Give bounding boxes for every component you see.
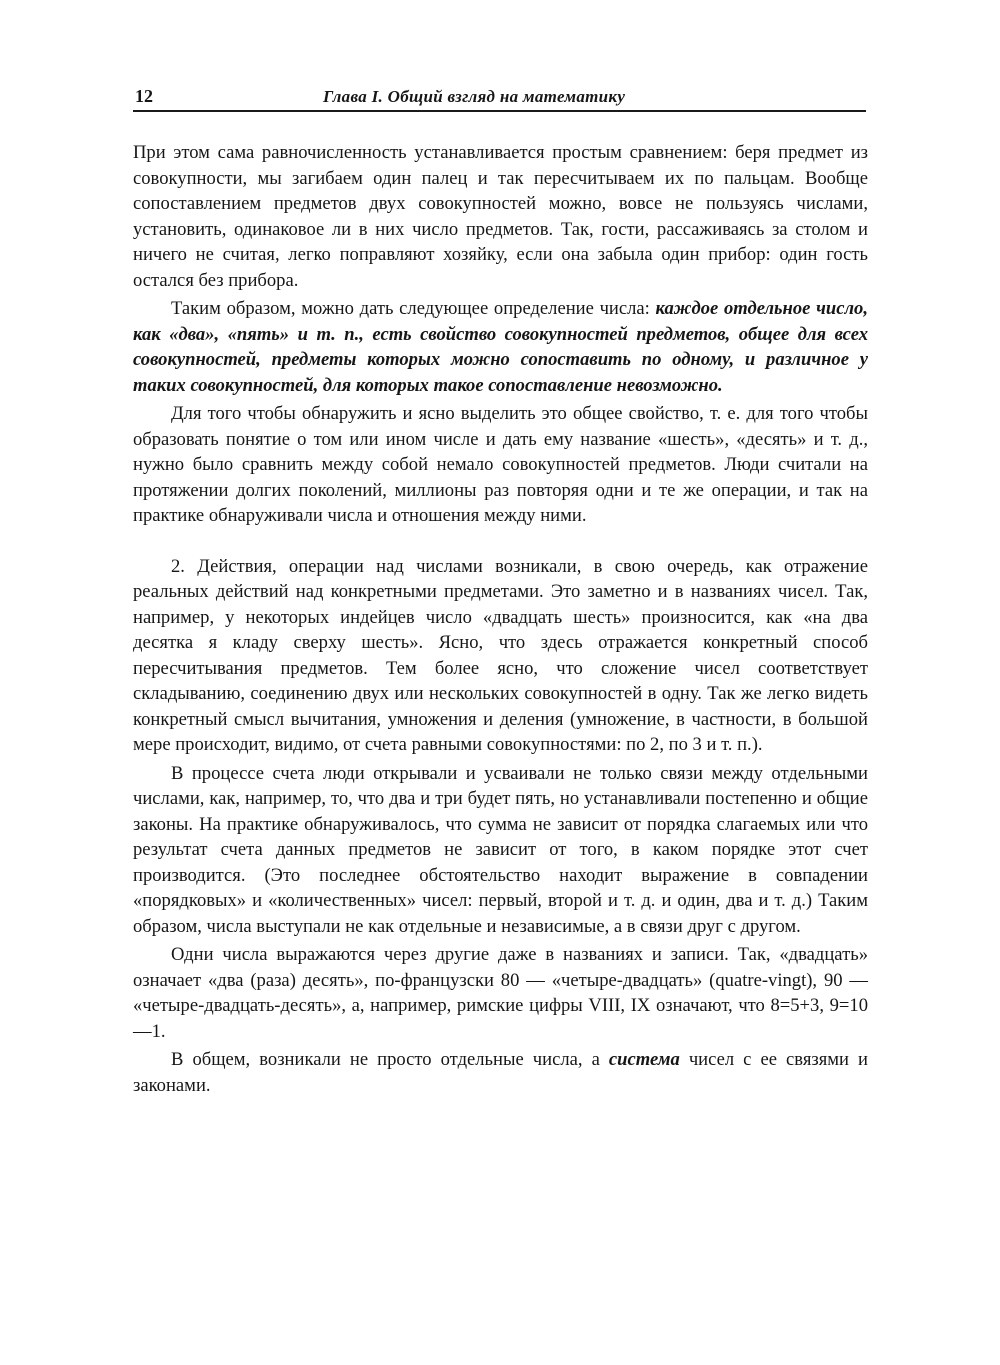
paragraph-7 <box>133 1047 868 1098</box>
running-head: Глава I. Общий взгляд на математику <box>323 87 626 106</box>
paragraph-6: Одни числа выражаются через другие даже в названиях и записи. Так, «двадцать» означает «два (раза) десять», по-французски 80 — «четыре-двадцать» (quatre-vingt), 90 — «четыре-двадцать-десять», а, например, римские цифры VIII, IX означают, что 8=5+3, 9=10—1. <box>133 944 868 1042</box>
paragraph-7-lead: В общем, возникали не просто отдельные числа, а <box>171 1049 609 1070</box>
body-text <box>133 140 868 1098</box>
number-definition: каждое отдельное число, как «два», «пять» и т. п., есть свойство совокупностей предметов, общее для всех совокупностей, предметы которых можно сопоставить по одному, и различное у таких совокупностей, для которых такое сопоставление невозможно. <box>133 298 868 396</box>
paragraph-3: Для того чтобы обнаружить и ясно выделить это общее свойство, т. е. для того чтобы образовать понятие о том или ином числе и дать ему название «шесть», «десять» и т. д., нужно было сравнить между собой немало совокупностей предметов. Люди считали на протяжении долгих поколений, миллионы раз повторяя одни и те же операции, и так на практике обнаруживали числа и отношения между ними. <box>133 403 868 526</box>
system-emphasis: система <box>608 1049 680 1070</box>
paragraph-1: При этом сама равночисленность устанавливается простым сравнением: беря предмет из совокупности, мы загибаем один палец и так пересчитываем их по пальцам. Вообще сопоставлением предметов двух совокупностей можно, вовсе не пользуясь числами, установить, одинаковое ли в них число предметов. Так, гости, рассаживаясь за столом и ничего не считая, легко поправляют хозяйку, если она забыла один прибор: один гость остался без прибора. <box>133 142 868 291</box>
paragraph-7-tail: чисел с ее связями и законами. <box>133 1049 868 1096</box>
page-number: 12 <box>135 86 153 106</box>
paragraph-4: 2. Действия, операции над числами возникали, в свою очередь, как отражение реальных действий над конкретными предметами. Это заметно и в названиях чисел. Так, например, у некоторых индейцев число «двадцать шесть» произносится, как «на два десятка я кладу сверху шесть». Ясно, что здесь отражается конкретный способ пересчитывания предметов. Тем более ясно, что сложение чисел соответствует складыванию, соединению двух или нескольких совокупностей в одну. Так же легко видеть конкретный смысл вычитания, умножения и деления (умножение, в частности, в большой мере происходит, видимо, от счета равными совокупностями: по 2, по 3 и т. п.). <box>133 555 868 755</box>
definition-lead: Таким образом, можно дать следующее определение числа: <box>171 298 656 319</box>
page-header <box>133 80 866 112</box>
section-gap <box>133 529 868 554</box>
paragraph-2 <box>133 296 868 398</box>
paragraph-5: В процессе счета люди открывали и усваивали не только связи между отдельными числами, как, например, то, что два и три будет пять, но устанавливали постепенно и общие законы. На практике обнаруживалось, что сумма не зависит от порядка слагаемых или что результат счета данных предметов не зависит от того, в каком порядке этот счет производится. (Это последнее обстоятельство находит выражение в совпадении «порядковых» и «количественных» чисел: первый, второй и т. д. и один, два и т. д.) Таким образом, числа выступали не как отдельные и независимые, а в связи друг с другом. <box>133 762 868 937</box>
